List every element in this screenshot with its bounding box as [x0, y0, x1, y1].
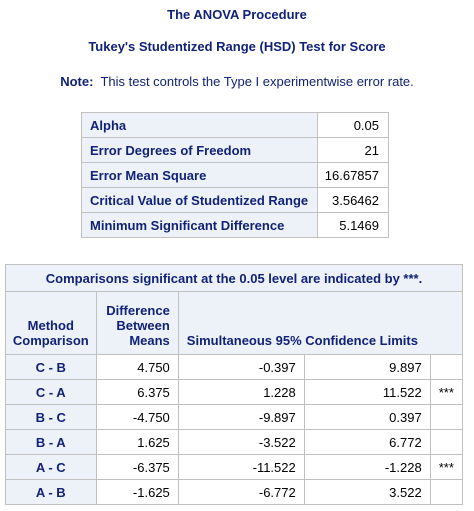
upper-limit-cell: 0.397 [304, 405, 430, 430]
comparison-label: B - A [6, 430, 97, 455]
lower-limit-cell: -9.897 [178, 405, 304, 430]
table-row [6, 480, 463, 505]
significance-cell: *** [430, 380, 462, 405]
significance-cell [430, 430, 462, 455]
significance-cell [430, 405, 462, 430]
difference-cell: 1.625 [96, 430, 178, 455]
summary-label: Critical Value of Studentized Range [82, 188, 318, 213]
significance-cell [430, 355, 462, 380]
significance-cell [430, 480, 462, 505]
lower-limit-cell: -0.397 [178, 355, 304, 380]
summary-label: Minimum Significant Difference [82, 213, 318, 238]
upper-limit-cell: 11.522 [304, 380, 430, 405]
upper-limit-cell: -1.228 [304, 455, 430, 480]
difference-cell: -6.375 [96, 455, 178, 480]
difference-cell: 6.375 [96, 380, 178, 405]
summary-value: 21 [317, 138, 388, 163]
note-label: Note: [60, 74, 94, 89]
column-header-difference: Difference Between Means [96, 292, 178, 355]
table-caption: Comparisons significant at the 0.05 level are indicated by ***. [6, 265, 463, 292]
difference-cell: -4.750 [96, 405, 178, 430]
table-row [6, 430, 463, 455]
upper-limit-cell: 6.772 [304, 430, 430, 455]
table-row [82, 188, 389, 213]
lower-limit-cell: -11.522 [178, 455, 304, 480]
summary-value: 5.1469 [317, 213, 388, 238]
comparison-label: B - C [6, 405, 97, 430]
table-caption-row [6, 265, 463, 292]
upper-limit-cell: 3.522 [304, 480, 430, 505]
table-row [82, 213, 389, 238]
procedure-title: The ANOVA Procedure [167, 7, 307, 22]
note-text: This test controls the Type I experimentwise error rate. [100, 74, 414, 89]
comparison-label: C - B [6, 355, 97, 380]
table-row [82, 163, 389, 188]
summary-value: 0.05 [317, 113, 388, 138]
table-row [6, 355, 463, 380]
significance-cell: *** [430, 455, 462, 480]
lower-limit-cell: 1.228 [178, 380, 304, 405]
upper-limit-cell: 9.897 [304, 355, 430, 380]
summary-value: 3.56462 [317, 188, 388, 213]
column-header-confidence-limits: Simultaneous 95% Confidence Limits [178, 292, 462, 355]
comparison-label: A - C [6, 455, 97, 480]
column-header-method: Method Comparison [6, 292, 97, 355]
comparison-label: C - A [6, 380, 97, 405]
table-row [82, 138, 389, 163]
summary-label: Error Mean Square [82, 163, 318, 188]
table-row [6, 380, 463, 405]
table-header-row [6, 292, 463, 355]
note [0, 74, 474, 89]
difference-cell: -1.625 [96, 480, 178, 505]
lower-limit-cell: -3.522 [178, 430, 304, 455]
table-row [6, 405, 463, 430]
summary-table [81, 112, 389, 238]
table-row [82, 113, 389, 138]
lower-limit-cell: -6.772 [178, 480, 304, 505]
test-title: Tukey's Studentized Range (HSD) Test for Score [88, 39, 386, 54]
table-row [6, 455, 463, 480]
summary-label: Error Degrees of Freedom [82, 138, 318, 163]
difference-cell: 4.750 [96, 355, 178, 380]
summary-value: 16.67857 [317, 163, 388, 188]
comparison-label: A - B [6, 480, 97, 505]
summary-label: Alpha [82, 113, 318, 138]
comparisons-table [5, 264, 463, 505]
